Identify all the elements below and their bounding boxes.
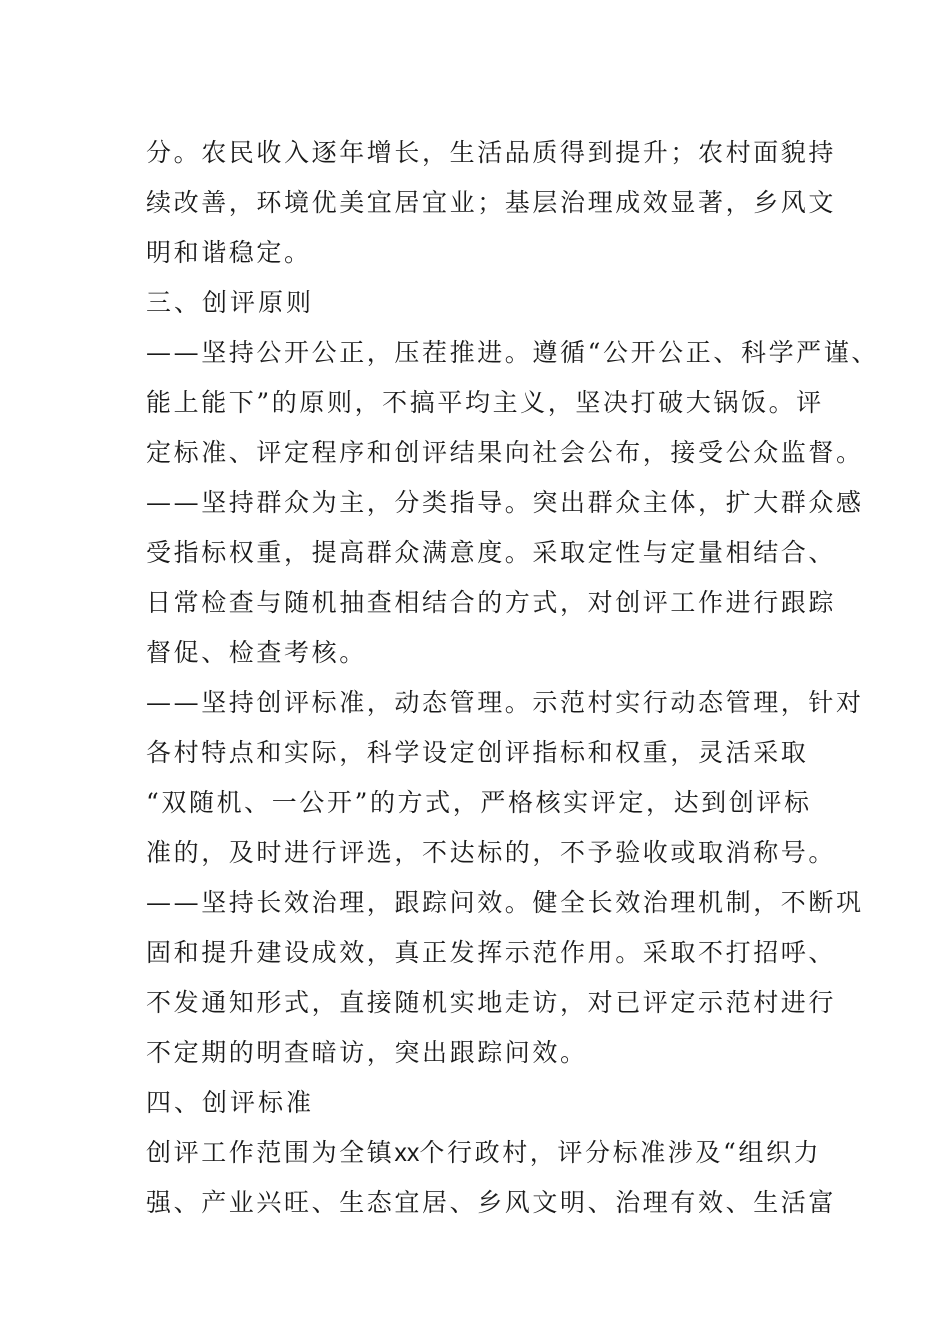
- text-line: 各村特点和实际，科学设定创评指标和权重，灵活采取: [146, 738, 809, 767]
- text-line: ——坚持长效治理，跟踪问效。健全长效治理机制，不断巩: [146, 888, 864, 917]
- text-line: ——坚持群众为主，分类指导。突出群众主体，扩大群众感: [146, 488, 864, 517]
- text-line: 日常检查与随机抽查相结合的方式，对创评工作进行跟踪: [146, 588, 837, 617]
- text-line: 受指标权重，提高群众满意度。采取定性与定量相结合、: [146, 538, 837, 567]
- text-segment: 创评工作范围为全镇: [146, 1138, 395, 1167]
- text-line: ——坚持创评标准，动态管理。示范村实行动态管理，针对: [146, 688, 864, 717]
- section-heading-standards: 四、创评标准: [146, 1088, 315, 1117]
- text-line: 不发通知形式，直接随机实地走访，对已评定示范村进行: [146, 988, 837, 1017]
- text-line: 能上能下”的原则，不搞平均主义，坚决打破大锅饭。评: [146, 388, 824, 417]
- text-line: [146, 1128, 836, 1178]
- text-line: 分。农民收入逐年增长，生活品质得到提升；农村面貌持: [146, 138, 837, 167]
- text-line: 固和提升建设成效，真正发挥示范作用。采取不打招呼、: [146, 938, 837, 967]
- text-line: 督促、检查考核。: [146, 638, 367, 667]
- text-line: 明和谐稳定。: [146, 238, 312, 267]
- text-line: 不定期的明查暗访，突出跟踪问效。: [146, 1038, 588, 1067]
- text-segment: 个行政村，评分标准涉及“组织力: [419, 1138, 822, 1167]
- placeholder-text: xx: [394, 1139, 420, 1167]
- text-line: 准的，及时进行评选，不达标的，不予验收或取消称号。: [146, 838, 837, 867]
- text-line: 强、产业兴旺、生态宜居、乡风文明、治理有效、生活富: [146, 1188, 837, 1217]
- section-heading-principles: 三、创评原则: [146, 288, 315, 317]
- text-line: ——坚持公开公正，压茬推进。遵循“公开公正、科学严谨、: [146, 338, 879, 367]
- document-body: [146, 128, 879, 1228]
- text-line: “双随机、一公开”的方式，严格核实评定，达到创评标: [146, 788, 812, 817]
- text-line: 续改善，环境优美宜居宜业；基层治理成效显著，乡风文: [146, 188, 837, 217]
- text-line: 定标准、评定程序和创评结果向社会公布，接受公众监督。: [146, 438, 864, 467]
